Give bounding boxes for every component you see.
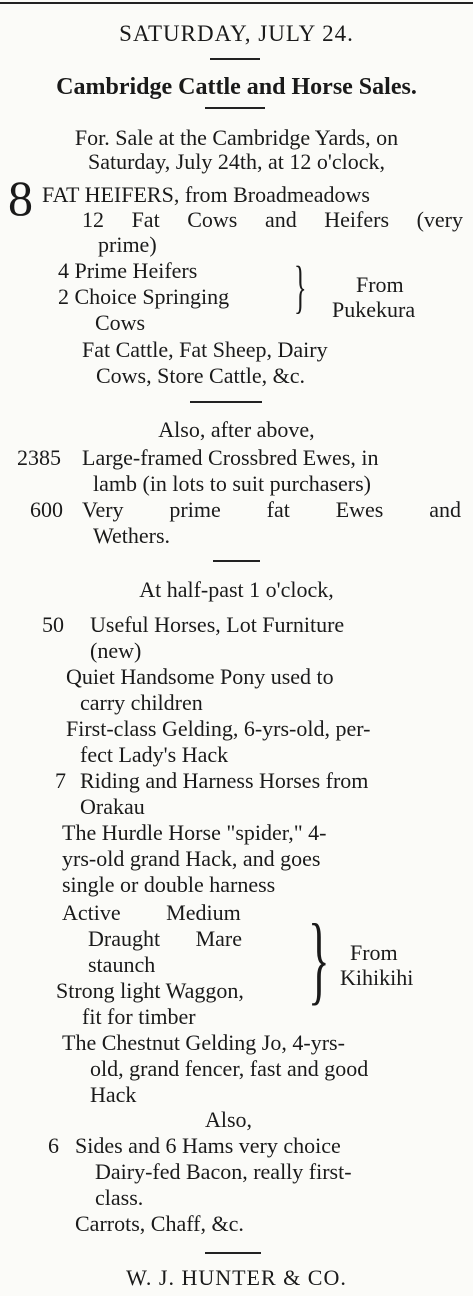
divider xyxy=(205,107,265,109)
word: prime xyxy=(169,497,221,522)
lot-line: Fat Cattle, Fat Sheep, Dairy xyxy=(82,337,328,362)
lot-line: class. xyxy=(95,1185,144,1210)
lot-line: FAT HEIFERS, from Broadmeadows xyxy=(42,182,370,207)
lot-line: single or double harness xyxy=(62,872,276,897)
lot-line: Hack xyxy=(90,1082,137,1107)
from-label: From xyxy=(350,940,398,965)
lot-line: Sides and 6 Hams very choice xyxy=(75,1133,341,1158)
lot-line: Cows, Store Cattle, &c. xyxy=(96,363,305,388)
lot-line: Active Medium xyxy=(62,900,241,925)
lot-line: Riding and Harness Horses from xyxy=(80,768,369,793)
lot-line: carry children xyxy=(80,690,203,715)
lot-line: First-class Gelding, 6-yrs-old, per- xyxy=(66,716,371,741)
lot-line xyxy=(82,208,463,232)
word: (very xyxy=(416,207,463,232)
from-place: Pukekura xyxy=(332,297,416,322)
section-heading: Also, xyxy=(205,1107,253,1132)
lot-line: yrs-old grand Hack, and goes xyxy=(62,846,321,871)
top-border xyxy=(0,2,473,4)
lot-line: 4 Prime Heifers xyxy=(58,258,198,283)
lot-line: Quiet Handsome Pony used to xyxy=(66,664,334,689)
auctioneer-name: W. J. HUNTER & CO. xyxy=(126,1265,347,1290)
lot-line: Wethers. xyxy=(93,523,171,548)
brace-icon: } xyxy=(308,903,330,1014)
lot-line: lamb (in lots to suit purchasers) xyxy=(93,471,372,496)
divider xyxy=(210,58,260,60)
page-title: Cambridge Cattle and Horse Sales. xyxy=(56,74,417,100)
word: Heifers xyxy=(324,207,390,232)
lot-count: 50 xyxy=(42,612,64,637)
word: Fat xyxy=(131,207,160,232)
lot-count: 600 xyxy=(30,497,63,522)
word: Very xyxy=(82,497,124,522)
lot-line: 2 Choice Springing xyxy=(58,284,230,309)
word: fat xyxy=(266,497,290,522)
word: and xyxy=(429,497,461,522)
lot-count: 6 xyxy=(48,1133,59,1158)
word: and xyxy=(264,207,297,232)
lot-line: Dairy-fed Bacon, really first- xyxy=(95,1159,352,1184)
lot-count-large: 8 xyxy=(8,170,33,226)
lot-line: Carrots, Chaff, &c. xyxy=(75,1211,244,1236)
from-place: Kihikihi xyxy=(340,965,414,990)
brace-icon: } xyxy=(294,254,307,319)
lot-line: The Hurdle Horse "spider," 4- xyxy=(62,820,327,845)
lot-count: 2385 xyxy=(17,445,61,470)
lot-line: Strong light Waggon, xyxy=(56,978,244,1003)
lot-line: Draught Mare xyxy=(88,926,243,951)
lot-line: fect Lady's Hack xyxy=(80,742,229,767)
lot-line: Useful Horses, Lot Furniture xyxy=(90,612,345,637)
from-label: From xyxy=(356,272,404,297)
sale-date: SATURDAY, JULY 24. xyxy=(119,21,354,46)
lot-line xyxy=(82,498,461,522)
lot-line: Orakau xyxy=(80,794,145,819)
intro-line: Saturday, July 24th, at 12 o'clock, xyxy=(87,149,386,174)
section-heading: Also, after above, xyxy=(158,417,315,442)
lot-line: Cows xyxy=(95,310,146,335)
lot-line: Large-framed Crossbred Ewes, in xyxy=(82,445,379,470)
divider xyxy=(205,1252,261,1254)
divider xyxy=(190,401,262,403)
word: Ewes xyxy=(335,497,384,522)
word: 12 xyxy=(82,207,104,232)
lot-count: 7 xyxy=(55,768,66,793)
lot-line: The Chestnut Gelding Jo, 4-yrs- xyxy=(62,1030,345,1055)
word: Cows xyxy=(187,207,238,232)
lot-line: (new) xyxy=(90,638,142,663)
intro-line: For. Sale at the Cambridge Yards, on xyxy=(74,125,399,150)
lot-line: staunch xyxy=(88,952,156,977)
lot-line: old, grand fencer, fast and good xyxy=(90,1056,369,1081)
section-heading: At half-past 1 o'clock, xyxy=(139,577,334,602)
lot-line: prime) xyxy=(98,232,157,257)
divider xyxy=(213,560,260,562)
lot-line: fit for timber xyxy=(82,1004,196,1029)
